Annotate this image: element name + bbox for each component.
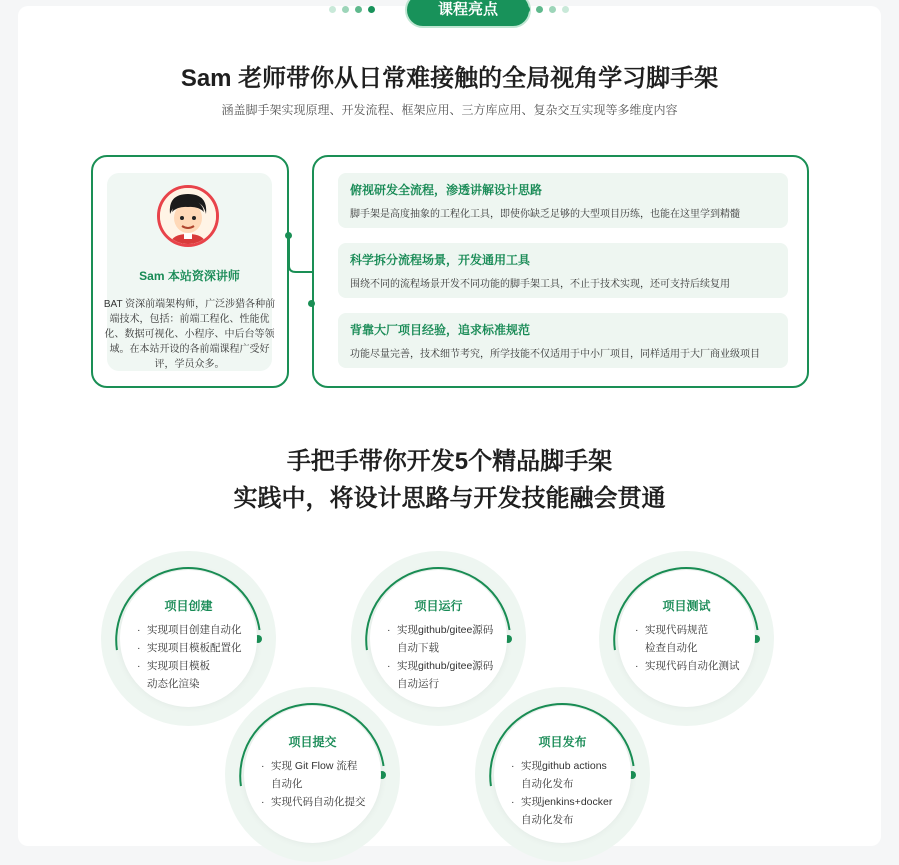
teacher-description: BAT 资深前端架构师，广泛涉猎各种前端技术，包括：前端工程化、性能优化、数据可视化、小程序、中后台等领域。在本站开设的各前端课程广受好评，学员众多。 bbox=[103, 299, 276, 370]
feature-card bbox=[338, 313, 788, 368]
project-item-text: 实现github actions bbox=[521, 760, 607, 772]
project-item bbox=[387, 657, 494, 675]
project-item bbox=[137, 621, 242, 639]
project-item bbox=[261, 757, 366, 775]
project-item bbox=[635, 657, 740, 675]
feature-card bbox=[338, 243, 788, 298]
section-subtitle: 涵盖脚手架实现原理、开发流程、框架应用、三方库应用、复杂交互实现等多维度内容 bbox=[221, 103, 678, 117]
project-items bbox=[137, 621, 242, 693]
bullet-icon: · bbox=[635, 660, 639, 672]
project-items bbox=[635, 621, 740, 675]
project-item-text: 检查自动化 bbox=[645, 642, 698, 654]
project-item bbox=[271, 775, 366, 793]
project-item-text: 自动运行 bbox=[397, 678, 439, 690]
project-item bbox=[521, 811, 612, 829]
feature-title: 科学拆分流程场景，开发通用工具 bbox=[350, 253, 531, 267]
bullet-icon: · bbox=[261, 796, 265, 808]
project-item-text: 实现项目创建自动化 bbox=[147, 624, 242, 636]
project-item bbox=[635, 621, 740, 639]
feature-title: 俯视研发全流程，渗透讲解设计思路 bbox=[350, 183, 543, 197]
project-title: 项目提交 bbox=[288, 735, 337, 749]
bullet-icon: · bbox=[137, 642, 141, 654]
badge-right-dots bbox=[523, 6, 569, 13]
project-item bbox=[261, 793, 366, 811]
bullet-icon: · bbox=[387, 624, 391, 636]
avatar-illustration-icon bbox=[160, 188, 216, 244]
project-item bbox=[137, 657, 242, 675]
project-item bbox=[511, 793, 613, 811]
section-title: Sam 老师带你从日常难接触的全局视角学习脚手架 bbox=[180, 65, 719, 92]
project-item-text: 实现代码自动化提交 bbox=[271, 796, 366, 808]
feature-title: 背靠大厂项目经验，追求标准规范 bbox=[350, 323, 531, 337]
project-item-text: 实现github/gitee源码 bbox=[397, 660, 494, 672]
feature-desc: 脚手架是高度抽象的工程化工具，即使你缺乏足够的大型项目历练，也能在这里学到精髓 bbox=[350, 209, 740, 220]
badge-left-dots bbox=[329, 6, 375, 13]
bullet-icon: · bbox=[261, 760, 265, 772]
project-item-text: 实现github/gitee源码 bbox=[397, 624, 494, 636]
feature-desc: 功能尽量完善，技术细节考究，所学技能不仅适用于中小厂项目，同样适用于大厂商业级项目 bbox=[350, 349, 760, 360]
bullet-icon: · bbox=[137, 660, 141, 672]
project-item bbox=[521, 775, 612, 793]
project-item-text: 自动化发布 bbox=[521, 778, 574, 790]
section2-title-line2: 实践中，将设计思路与开发技能融会贯通 bbox=[233, 485, 666, 512]
project-item-text: 实现代码规范 bbox=[645, 624, 708, 636]
project-title: 项目运行 bbox=[414, 599, 463, 613]
project-item-text: 动态化渲染 bbox=[147, 678, 200, 690]
bullet-icon: · bbox=[387, 660, 391, 672]
project-card bbox=[475, 687, 650, 862]
project-item bbox=[511, 757, 612, 775]
project-item-text: 自动下载 bbox=[397, 642, 439, 654]
project-item-text: 自动化 bbox=[271, 778, 303, 790]
project-item-text: 实现 Git Flow 流程 bbox=[271, 760, 358, 772]
project-items bbox=[511, 757, 613, 829]
connector-dot-left bbox=[285, 232, 292, 239]
teacher-name: Sam 本站资深讲师 bbox=[139, 269, 240, 283]
project-item bbox=[387, 621, 494, 639]
project-title: 项目发布 bbox=[538, 735, 587, 749]
feature-desc: 围绕不同的流程场景开发不同功能的脚手架工具，不止于技术实现，还可支持后续复用 bbox=[350, 279, 730, 290]
project-item-text: 实现项目模板 bbox=[147, 660, 210, 672]
section-badge: 课程亮点 bbox=[405, 0, 531, 28]
project-card bbox=[225, 687, 400, 862]
bullet-icon: · bbox=[635, 624, 639, 636]
section2-title-line1: 手把手带你开发5个精品脚手架 bbox=[286, 448, 613, 475]
project-title: 项目测试 bbox=[662, 599, 711, 613]
teacher-avatar bbox=[157, 185, 219, 247]
project-items bbox=[387, 621, 494, 693]
project-item bbox=[397, 639, 493, 657]
project-item bbox=[645, 639, 740, 657]
project-item-text: 自动化发布 bbox=[521, 814, 574, 826]
project-item bbox=[137, 639, 242, 657]
project-item-text: 实现jenkins+docker bbox=[521, 796, 613, 808]
project-item-text: 实现代码自动化测试 bbox=[645, 660, 740, 672]
bullet-icon: · bbox=[511, 796, 515, 808]
project-item-text: 实现项目模板配置化 bbox=[147, 642, 242, 654]
bullet-icon: · bbox=[137, 624, 141, 636]
feature-card bbox=[338, 173, 788, 228]
project-title: 项目创建 bbox=[164, 599, 213, 613]
project-items bbox=[261, 757, 366, 811]
bullet-icon: · bbox=[511, 760, 515, 772]
